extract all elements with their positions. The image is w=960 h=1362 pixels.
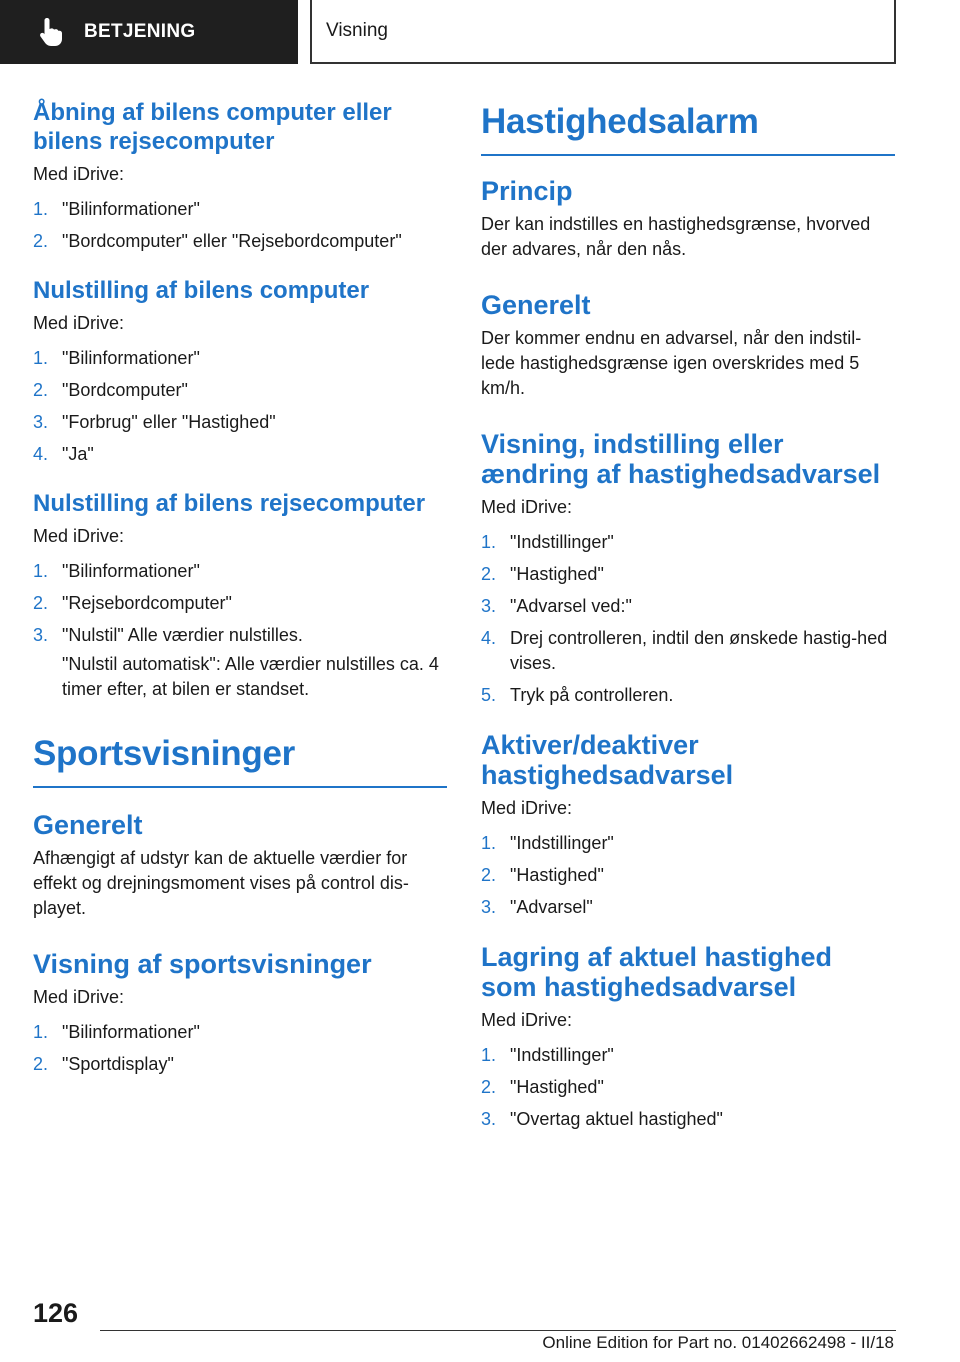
step-text: "Indstillinger" <box>510 833 614 853</box>
list-item <box>33 229 447 254</box>
step-number: 1. <box>33 1022 49 1042</box>
step-number: 2. <box>481 865 497 885</box>
step-text: "Bilinformationer" <box>62 348 200 368</box>
body-text: Der kommer endnu en advarsel, når den indstil-lede hastighedsgrænse igen overskrides med 5 km/h. <box>481 328 862 398</box>
list-item <box>481 530 895 555</box>
list-item <box>481 1075 895 1100</box>
step-number: 2. <box>33 593 49 613</box>
list-item <box>481 1043 895 1068</box>
page-number: 126 <box>33 1298 79 1328</box>
list-item <box>33 410 447 435</box>
list-item <box>33 559 447 584</box>
body-text: Der kan indstilles en hastighedsgrænse, hvorved der advares, når den nås. <box>481 214 871 259</box>
step-number: 1. <box>33 199 49 219</box>
intro-text: Med iDrive: <box>481 798 573 818</box>
step-text: "Bilinformationer" <box>62 1022 200 1042</box>
intro-text: Med iDrive: <box>481 1010 573 1030</box>
heading-general: Generelt <box>481 290 591 320</box>
heading-general: Generelt <box>33 810 143 840</box>
right-column <box>481 100 895 1146</box>
chapter-heading-sport-displays: Sportsvisninger <box>33 732 447 788</box>
step-list <box>481 831 895 920</box>
heading-open-computer: Åbning af bilens computer eller bilens rejsecomputer <box>33 99 392 155</box>
section-label: BETJENING <box>84 21 196 42</box>
step-list <box>33 346 447 467</box>
step-text: "Hastighed" <box>510 1077 604 1097</box>
heading-reset-computer: Nulstilling af bilens computer <box>33 277 370 304</box>
step-text: "Advarsel ved:" <box>510 596 632 616</box>
step-text: "Bilinformationer" <box>62 199 200 219</box>
intro-text: Med iDrive: <box>33 313 125 333</box>
step-text: "Bordcomputer" eller "Rejsebordcomputer" <box>62 231 402 251</box>
step-number: 2. <box>33 380 49 400</box>
heading-reset-trip-computer: Nulstilling af bilens rejsecomputer <box>33 490 426 517</box>
edition-text: Online Edition for Part no. 01402662498 - II/18 <box>542 1333 894 1352</box>
step-list <box>33 1020 447 1077</box>
heading-set-speed-warning: Visning, indstilling eller ændring af hastighedsadvarsel <box>481 429 881 489</box>
step-text: Drej controlleren, indtil den ønskede hastig-hed vises. <box>510 628 888 673</box>
step-text: Tryk på controlleren. <box>510 685 674 705</box>
step-number: 5. <box>481 685 497 705</box>
step-number: 2. <box>481 1077 497 1097</box>
step-text: "Bilinformationer" <box>62 561 200 581</box>
step-number: 3. <box>481 596 497 616</box>
intro-text: Med iDrive: <box>33 987 125 1007</box>
list-item <box>33 623 447 648</box>
intro-text: Med iDrive: <box>33 164 125 184</box>
list-item <box>481 1107 895 1132</box>
list-item <box>481 895 895 920</box>
step-text: "Overtag aktuel hastighed" <box>510 1109 723 1129</box>
step-text: "Rejsebordcomputer" <box>62 593 232 613</box>
list-item <box>33 442 447 467</box>
step-number: 1. <box>481 1045 497 1065</box>
step-number: 2. <box>481 564 497 584</box>
step-text: "Hastighed" <box>510 865 604 885</box>
body-text: Afhængigt af udstyr kan de aktuelle værdier for effekt og drejningsmoment vises på control dis-playet. <box>33 848 409 918</box>
heading-toggle-speed-warning: Aktiver/deaktiver hastighedsadvarsel <box>481 730 734 790</box>
subsection-header <box>310 0 896 64</box>
step-text: "Forbrug" eller "Hastighed" <box>62 412 276 432</box>
list-item <box>481 863 895 888</box>
list-item <box>481 831 895 856</box>
step-number: 1. <box>481 833 497 853</box>
list-item <box>33 591 447 616</box>
step-number: 3. <box>33 625 49 645</box>
step-list <box>481 1043 895 1132</box>
heading-principle: Princip <box>481 176 573 206</box>
list-item <box>481 562 895 587</box>
intro-text: Med iDrive: <box>33 526 125 546</box>
step-text: "Bordcomputer" <box>62 380 188 400</box>
chapter-heading-speed-alarm: Hastighedsalarm <box>481 100 895 156</box>
step-text: "Ja" <box>62 444 94 464</box>
step-number: 3. <box>481 1109 497 1129</box>
step-text: "Advarsel" <box>510 897 593 917</box>
step-list <box>33 197 447 254</box>
intro-text: Med iDrive: <box>481 497 573 517</box>
step-text: "Sportdisplay" <box>62 1054 174 1074</box>
heading-store-current-speed: Lagring af aktuel hastighed som hastighedsadvarsel <box>481 942 833 1002</box>
list-item <box>481 594 895 619</box>
step-text: "Indstillinger" <box>510 532 614 552</box>
hand-pointer-icon <box>38 16 64 48</box>
step-number: 1. <box>481 532 497 552</box>
step-number: 1. <box>33 561 49 581</box>
step-number: 3. <box>481 897 497 917</box>
step-list <box>33 559 447 648</box>
step-text: "Indstillinger" <box>510 1045 614 1065</box>
list-item <box>481 683 895 708</box>
step-note: "Nulstil automatisk": Alle værdier nulstilles ca. 4 timer efter, at bilen er standset. <box>62 654 439 699</box>
step-number: 2. <box>33 231 49 251</box>
list-item <box>481 626 895 676</box>
step-number: 4. <box>33 444 49 464</box>
list-item <box>33 197 447 222</box>
footer-divider <box>100 1330 896 1331</box>
step-text: "Hastighed" <box>510 564 604 584</box>
step-number: 3. <box>33 412 49 432</box>
step-number: 2. <box>33 1054 49 1074</box>
left-column <box>33 98 447 1091</box>
step-number: 4. <box>481 628 497 648</box>
list-item <box>33 346 447 371</box>
list-item <box>33 378 447 403</box>
step-text: "Nulstil" Alle værdier nulstilles. <box>62 625 303 645</box>
heading-show-sport-displays: Visning af sportsvisninger <box>33 949 372 979</box>
list-item <box>33 1020 447 1045</box>
step-list <box>481 530 895 708</box>
section-tab <box>0 0 298 64</box>
subsection-label: Visning <box>326 20 388 41</box>
list-item <box>33 1052 447 1077</box>
step-number: 1. <box>33 348 49 368</box>
